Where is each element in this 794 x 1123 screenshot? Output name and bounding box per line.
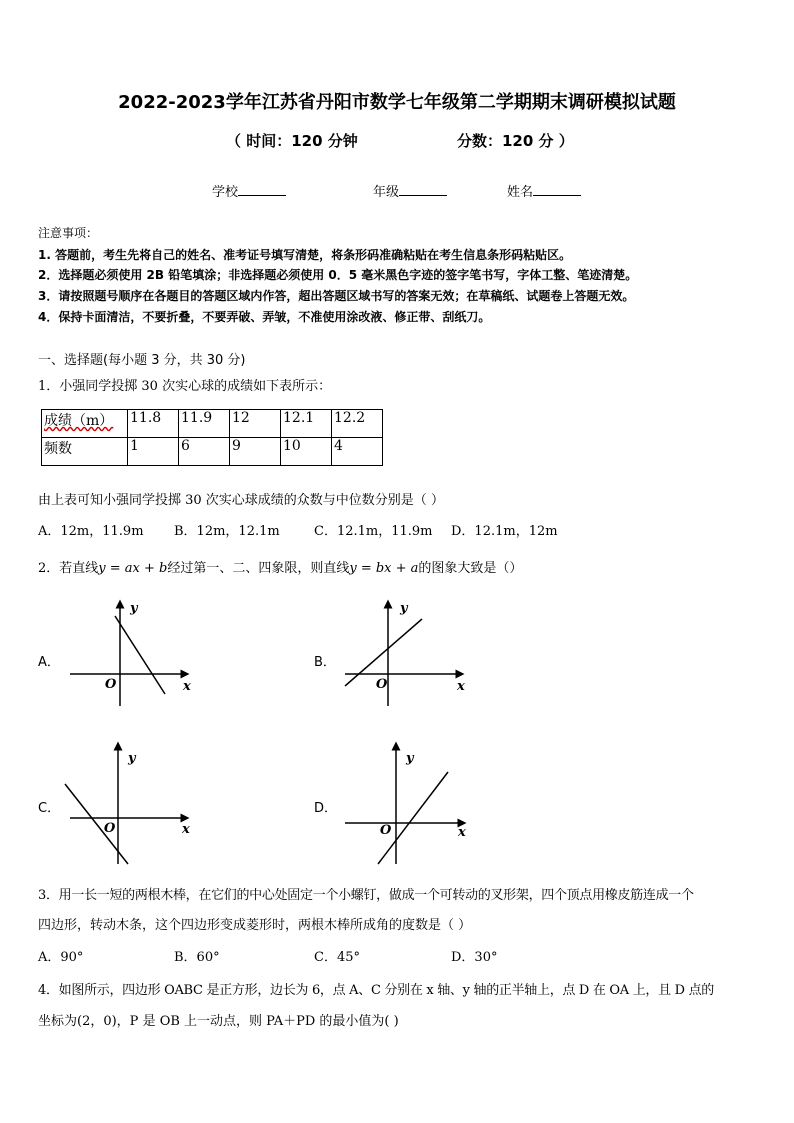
q3-option-c: C．45° <box>314 950 360 965</box>
q2-stem-a: 2．若直线 <box>38 561 99 576</box>
exam-time: （ 时间：120 分钟 <box>226 132 358 150</box>
x-label: x <box>457 679 465 694</box>
notice-item-4: 4．保持卡面清洁，不要折叠，不要弄破、弄皱，不准使用涂改液、修正带、刮纸刀。 <box>38 310 491 324</box>
table-row <box>42 438 383 466</box>
q2-graph-d <box>340 740 480 868</box>
x-label: x <box>183 679 191 694</box>
q3-option-d: D．30° <box>451 950 498 965</box>
origin-label: O <box>105 677 117 692</box>
origin-label: O <box>104 821 116 836</box>
name-field <box>507 181 581 200</box>
origin-label: O <box>376 677 388 692</box>
grade-blank <box>399 183 447 196</box>
section-heading: 一、选择题(每小题 3 分，共 30 分) <box>38 353 246 368</box>
table-cell: 成绩（m） <box>42 410 128 438</box>
y-label: y <box>406 751 414 766</box>
origin-label: O <box>380 823 392 838</box>
table-cell: 频数 <box>42 438 128 466</box>
exam-score: 分数：120 分 ） <box>457 132 574 150</box>
q1-option-c: C．12.1m，11.9m <box>314 524 433 539</box>
q2-graph-c <box>60 740 200 868</box>
q1-option-d: D．12.1m，12m <box>451 524 558 539</box>
notice-heading: 注意事项： <box>38 226 99 240</box>
table-cell: 11.9 <box>179 410 230 438</box>
q2-eq1: y = ax + b <box>98 561 168 576</box>
q4-line-1: 4．如图所示，四边形 OABC 是正方形，边长为 6，点 A、C 分别在 x 轴、y 轴的正半轴上，点 D 在 OA 上，且 D 点的 <box>38 983 714 998</box>
table-cell: 9 <box>230 438 281 466</box>
q2-option-c: C． <box>38 801 61 816</box>
notice-item-2: 2．选择题必须使用 2B 铅笔填涂；非选择题必须使用 0．5 毫米黑色字迹的签字笔书写，字体工整、笔迹清楚。 <box>38 268 638 282</box>
graph-line <box>345 619 422 686</box>
q2-stem-c: 的图象大致是（） <box>418 561 523 576</box>
q3-line-1: 3．用一长一短的两根木棒，在它们的中心处固定一个小螺钉，做成一个可转动的叉形架，四个顶点用橡皮筋连成一个 <box>38 888 694 903</box>
q2-stem-b: 经过第一、二、四象限，则直线 <box>167 561 350 576</box>
q1-option-a: A．12m，11.9m <box>38 524 144 539</box>
table-cell: 12.1 <box>281 410 332 438</box>
table-row <box>42 410 383 438</box>
table-cell: 10 <box>281 438 332 466</box>
q2-graph-a <box>65 598 205 708</box>
school-blank <box>238 183 286 196</box>
q3-line-2: 四边形，转动木条，这个四边形变成菱形时，两根木棒所成角的度数是（ ） <box>38 918 472 933</box>
q2-stem <box>38 557 522 576</box>
x-label: x <box>458 825 466 840</box>
table-cell: 4 <box>332 438 383 466</box>
name-blank <box>533 183 581 196</box>
school-field <box>212 181 286 200</box>
exam-title: 2022-2023学年江苏省丹阳市数学七年级第二学期期末调研模拟试题 <box>118 92 676 113</box>
q2-option-b: B． <box>314 655 336 670</box>
y-label: y <box>130 601 138 616</box>
graph-line <box>378 772 448 864</box>
q3-option-a: A．90° <box>38 950 84 965</box>
table-cell: 12.2 <box>332 410 383 438</box>
q2-graph-b <box>340 598 480 708</box>
q1-stem: 1．小强同学投掷 30 次实心球的成绩如下表所示： <box>38 379 332 394</box>
q1-option-b: B．12m，12.1m <box>174 524 280 539</box>
q2-eq2: y = bx + a <box>349 561 419 576</box>
notice-item-1: 1. 答题前，考生先将自己的姓名、准考证号填写清楚，将条形码准确粘贴在考生信息条形码粘贴区。 <box>38 248 572 262</box>
q1-question: 由上表可知小强同学投掷 30 次实心球成绩的众数与中位数分别是（ ） <box>38 493 444 508</box>
q2-option-a: A． <box>38 655 60 670</box>
x-label: x <box>182 822 190 837</box>
q1-table <box>41 409 383 466</box>
name-label: 姓名 <box>507 185 534 200</box>
graph-line <box>115 616 165 694</box>
notice-item-3: 3．请按照题号顺序在各题目的答题区域内作答，超出答题区域书写的答案无效；在草稿纸、试题卷上答题无效。 <box>38 289 635 303</box>
q4-line-2: 坐标为(2，0)，P 是 OB 上一动点，则 PA＋PD 的最小值为( ) <box>38 1014 399 1029</box>
table-cell: 6 <box>179 438 230 466</box>
table-cell: 1 <box>128 438 179 466</box>
school-label: 学校 <box>212 185 239 200</box>
table-cell: 12 <box>230 410 281 438</box>
y-label: y <box>400 601 408 616</box>
q3-option-b: B．60° <box>174 950 220 965</box>
table-cell: 11.8 <box>128 410 179 438</box>
grade-label: 年级 <box>373 185 400 200</box>
y-label: y <box>128 751 136 766</box>
q2-option-d: D． <box>314 801 338 816</box>
grade-field <box>373 181 447 200</box>
